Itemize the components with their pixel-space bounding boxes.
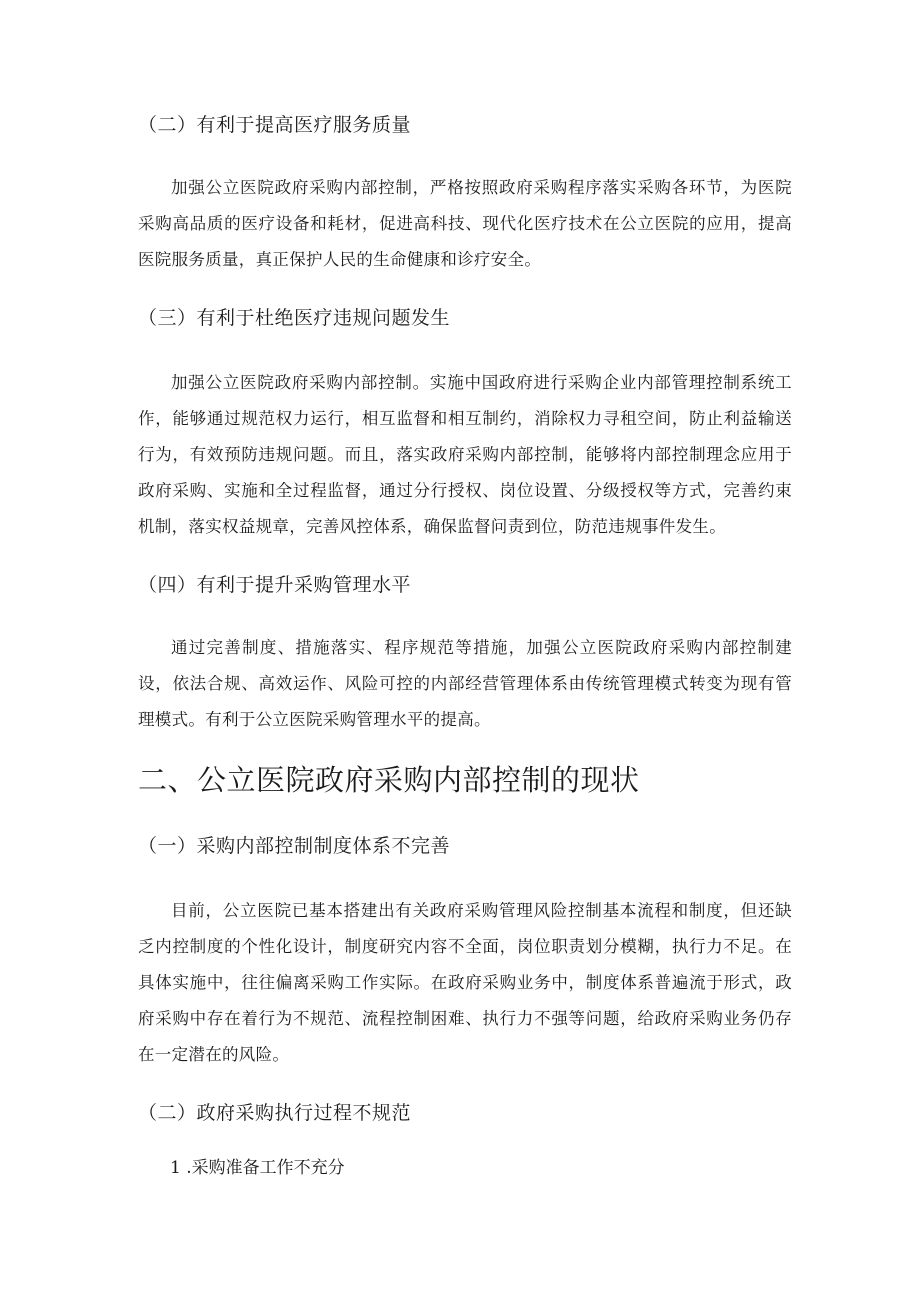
section-paragraph-prevent-violations: 加强公立医院政府采购内部控制。实施中国政府进行采购企业内部管理控制系统工作，能够通过规范权力运行，相互监督和相互制约，消除权力寻租空间，防止利益输送行为，有效预防违规问题。而且，落实政府采购内部控制，能够将内部控制理念应用于政府采购、实施和全过程监督，通过分行授权、岗位设置、分级授权等方式，完善约束机制，落实权益规章，完善风控体系，确保监督问责到位，防范违规事件发生。 bbox=[138, 373, 792, 536]
section-heading-improve-management-level: （四）有利于提升采购管理水平 bbox=[138, 574, 412, 596]
section-heading-improve-service-quality: （二）有利于提高医疗服务质量 bbox=[138, 114, 412, 136]
subsection-heading-irregular-execution: （二）政府采购执行过程不规范 bbox=[138, 1102, 412, 1124]
section-paragraph-improve-management-level: 通过完善制度、措施落实、程序规范等措施，加强公立医院政府采购内部控制建设，依法合规、高效运作、风险可控的内部经营管理体系由传统管理模式转变为现有管理模式。有利于公立医院采购管理水平的提高。 bbox=[138, 638, 792, 729]
section-heading-prevent-violations: （三）有利于杜绝医疗违规问题发生 bbox=[138, 307, 451, 329]
list-item-preparation: 1 .采购准备工作不充分 bbox=[170, 1158, 345, 1178]
chapter-heading: 二、公立医院政府采购内部控制的现状 bbox=[138, 763, 640, 797]
subsection-paragraph-incomplete-system: 目前，公立医院已基本搭建出有关政府采购管理风险控制基本流程和制度，但还缺乏内控制度的个性化设计，制度研究内容不全面，岗位职责划分模糊，执行力不足。在具体实施中，往往偏离采购工作实际。在政府采购业务中，制度体系普遍流于形式，政府采购中存在着行为不规范、流程控制困难、执行力不强等问题，给政府采购业务仍存在一定潜在的风险。 bbox=[138, 901, 792, 1064]
subsection-heading-incomplete-system: （一）采购内部控制制度体系不完善 bbox=[138, 835, 451, 857]
section-paragraph-improve-service-quality: 加强公立医院政府采购内部控制，严格按照政府采购程序落实采购各环节，为医院采购高品质的医疗设备和耗材，促进高科技、现代化医疗技术在公立医院的应用，提高医院服务质量，真正保护人民的生命健康和诊疗安全。 bbox=[138, 178, 792, 269]
